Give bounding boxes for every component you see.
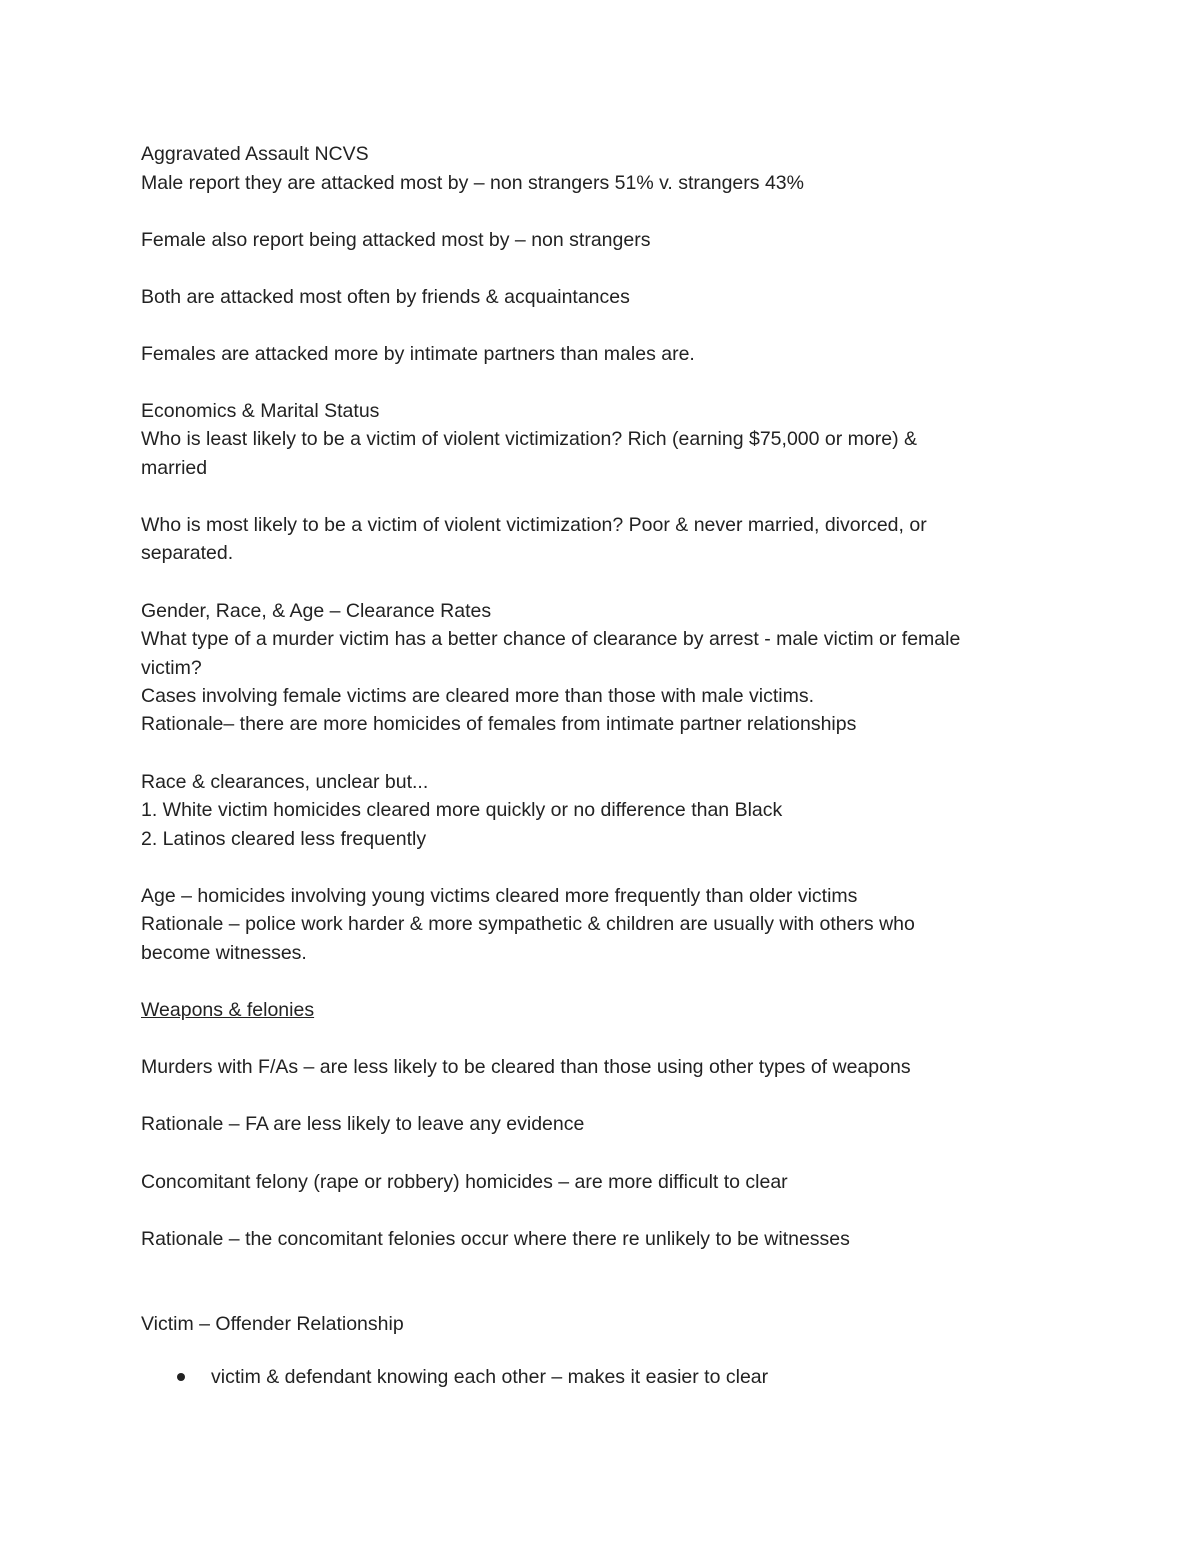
heading-weapons-felonies: Weapons & felonies <box>141 999 315 1021</box>
paragraph-line: Age – homicides involving young victims cleared more frequently than older victims <box>141 885 858 907</box>
heading-victim-offender: Victim – Offender Relationship <box>141 1313 404 1335</box>
paragraph-line: Race & clearances, unclear but... <box>141 771 429 793</box>
paragraph-line: become witnesses. <box>141 942 307 964</box>
paragraph-line: separated. <box>141 542 234 564</box>
paragraph-line: Who is least likely to be a victim of violent victimization? Rich (earning $75,000 or more) & <box>141 428 917 450</box>
paragraph-line: Rationale – police work harder & more sympathetic & children are usually with others who <box>141 913 915 935</box>
paragraph-line: Concomitant felony (rape or robbery) homicides – are more difficult to clear <box>141 1171 788 1193</box>
paragraph-line: Rationale – FA are less likely to leave any evidence <box>141 1113 585 1135</box>
bullet-icon <box>177 1373 185 1381</box>
paragraph-line: victim? <box>141 657 202 679</box>
paragraph-line: Cases involving female victims are cleared more than those with male victims. <box>141 685 815 707</box>
paragraph-line: Females are attacked more by intimate partners than males are. <box>141 343 695 365</box>
heading-gender-race-age: Gender, Race, & Age – Clearance Rates <box>141 600 492 622</box>
paragraph-line: Who is most likely to be a victim of violent victimization? Poor & never married, divorced, or <box>141 514 927 536</box>
numbered-item: 1. White victim homicides cleared more quickly or no difference than Black <box>141 799 783 821</box>
heading-economics-marital: Economics & Marital Status <box>141 400 380 422</box>
numbered-item: 2. Latinos cleared less frequently <box>141 828 427 850</box>
paragraph-line: married <box>141 457 208 479</box>
paragraph-line: Both are attacked most often by friends & acquaintances <box>141 286 630 308</box>
paragraph-line: What type of a murder victim has a better chance of clearance by arrest - male victim or female <box>141 628 961 650</box>
paragraph-line: Rationale – the concomitant felonies occur where there re unlikely to be witnesses <box>141 1228 850 1250</box>
paragraph-line: Female also report being attacked most by – non strangers <box>141 229 651 251</box>
paragraph-line: Male report they are attacked most by – non strangers 51% v. strangers 43% <box>141 172 804 194</box>
heading-aggravated-assault: Aggravated Assault NCVS <box>141 143 369 165</box>
bullet-item: victim & defendant knowing each other – makes it easier to clear <box>211 1366 769 1388</box>
paragraph-line: Rationale– there are more homicides of females from intimate partner relationships <box>141 713 857 735</box>
paragraph-line: Murders with F/As – are less likely to be cleared than those using other types of weapons <box>141 1056 911 1078</box>
